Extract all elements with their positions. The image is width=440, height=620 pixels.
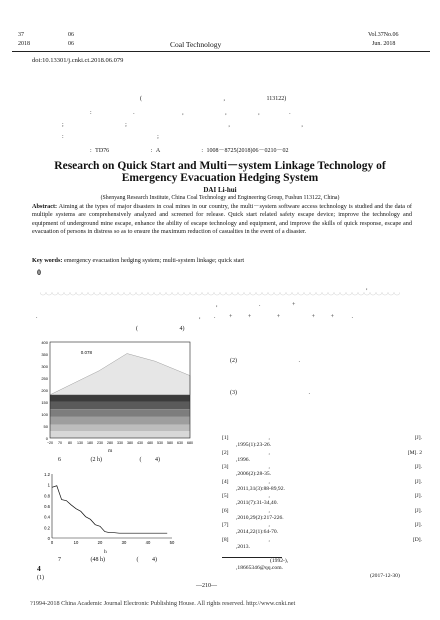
figure-6-ytick: 200 (41, 388, 48, 393)
reference-author-sep: , (268, 493, 270, 499)
title-line-2: Emergency Evacuation Hedging System (121, 172, 319, 184)
figure-6-layer (50, 402, 190, 410)
figure-7-ytick: 0.6 (44, 504, 50, 509)
header-vol-right: Vol.37No.06 (368, 32, 399, 38)
figure-6-xtick: 480 (147, 441, 153, 445)
reference-author-sep: , (268, 449, 270, 456)
header-year-left: 2018 (18, 41, 30, 47)
figure-7-caption: 7 (48 h) ( 4) (58, 557, 157, 563)
figure-6-ytick: 50 (43, 424, 48, 429)
figure-6-ytick: 300 (41, 364, 48, 369)
figure-6-ytick: 0 (45, 436, 48, 441)
reference-number: [6] (222, 507, 229, 514)
reference-item (222, 450, 422, 465)
figure-6-ytick: 100 (41, 412, 48, 417)
figure-7-xlabel: h (104, 549, 107, 555)
figure-6-ytick: 400 (41, 340, 48, 345)
reference-author-sep: , (268, 536, 270, 543)
figure-6-xtick: 130 (77, 441, 83, 445)
received-date: (2017-12-30) (370, 573, 400, 579)
reference-source: ,2011(7):31-34,40. (236, 500, 278, 507)
figure-7-xtick: 50 (169, 540, 175, 545)
reference-type: [M]. 2 (407, 449, 422, 456)
keywords-en: Key words: emergency evacuation hedging system; multi-system linkage; quick start (32, 257, 245, 264)
figure-6-chart (30, 338, 200, 448)
title-line-1: Research on Quick Start and Multi－system Linkage Technology of (54, 160, 386, 172)
header-rule (12, 51, 430, 52)
figure-7-axes (44, 472, 175, 545)
reference-author-sep: , (268, 507, 270, 514)
figure-6-xtick: 580 (167, 441, 173, 445)
journal-name: Coal Technology (170, 40, 222, 49)
abstract-cn-line1: : . , , , . (90, 110, 291, 116)
section-4-heading: 4 (37, 564, 41, 573)
keywords-cn: : ; (62, 134, 159, 140)
reference-number: [5] (222, 493, 229, 499)
header-issue-left: 06 (68, 32, 74, 38)
figure-6-xtick: −20 (46, 441, 54, 445)
reference-author-sep: , (268, 435, 270, 441)
reference-item (222, 522, 422, 537)
reference-source: ,2013. (236, 543, 250, 550)
figure-6-xtick: 630 (177, 441, 183, 445)
body-row-3: . , . + + + + + . (36, 314, 353, 320)
reference-source: ,1996. (236, 456, 250, 463)
reference-type: [J]. (414, 507, 422, 514)
figure-6-xtick: 530 (157, 441, 163, 445)
copyright-footer: ?1994-2018 China Academic Journal Electronic Publishing House. All rights reserved. http://www.cnki.net (30, 600, 296, 607)
author-name: DAI Li-hui (203, 186, 237, 194)
figure-6-terrain (50, 354, 190, 395)
reference-source: ,2011,31(3):88-89,92. (236, 485, 285, 492)
reference-source: ,2014,22(1):64-70. (236, 529, 279, 536)
figure-7-ytick: 0.4 (44, 514, 50, 520)
figure-6-xtick: 80 (68, 441, 72, 445)
right-item-3: (3) . (230, 390, 310, 396)
figure-7-chart (30, 470, 200, 550)
figure-7-series-line (52, 486, 167, 533)
reference-author-sep: , (268, 464, 270, 470)
figure-6-annotation: 0.078 (80, 350, 93, 355)
figure-6-xtick: 70 (58, 441, 62, 445)
figure-6-xtick: 330 (117, 441, 123, 445)
header-month-left: 06 (68, 41, 74, 47)
figure-6-xlabel: m (108, 448, 113, 454)
figure-7-ytick: 0 (47, 536, 50, 541)
section-4-item-1: (1) (37, 575, 44, 581)
reference-type: [J]. (414, 478, 422, 485)
reference-author-sep: , (268, 522, 270, 528)
reference-source: ,2010,29(2):217-226. (236, 514, 284, 521)
reference-number: [1] (222, 435, 229, 441)
doi: doi:10.13301/j.cnki.ct.2018.06.079 (32, 57, 124, 64)
reference-type: [D]. (412, 536, 422, 543)
reference-number: [8] (222, 536, 229, 543)
figure-7-ytick: 0.2 (44, 525, 50, 531)
document-code: A (155, 148, 160, 154)
separator (40, 292, 400, 298)
figure-7-xtick: 20 (97, 540, 103, 545)
reference-number: [4] (222, 478, 229, 485)
figure-6-xtick: 380 (127, 441, 133, 445)
references-list (222, 435, 422, 551)
abstract-en: Abstract: Aiming at the types of major disasters in coal mines in our country, the multi－system software access technology is studied and the data of multiple systems are comprehensively analyzed and screened for release. Quick start related safety escape device; improve the technology and equipment of underground mine escape, enhance the ability of escape technology and equipment, and improve the skills of quick response, escape and evacuation of persons in distress so as to ensure the maximum reduction of casualties in the event of a disaster. (32, 203, 412, 235)
figure-6-layer (50, 417, 190, 425)
reference-number: [2] (222, 449, 229, 456)
reference-item (222, 479, 422, 494)
article-number: 1008－8725(2018)06－0210－02 (206, 148, 289, 154)
abstract-cn-line2: ; ; , , (62, 122, 303, 128)
reference-source: ,2006(2):28-35. (236, 471, 272, 478)
affiliation-cn: ( , 113122) (140, 96, 287, 102)
section-0-heading: 0 (37, 268, 41, 277)
right-item-2: (2) . (230, 358, 300, 364)
figure-6-xtick: 430 (137, 441, 143, 445)
reference-author-sep: , (268, 478, 270, 485)
reference-type: [J]. (414, 435, 422, 441)
reference-item (222, 435, 422, 450)
figure-6-xtick: 230 (97, 441, 103, 445)
reference-item (222, 464, 422, 479)
figure-6-layer (50, 409, 190, 417)
figure-6-caption: 6 (2 h) ( 4) (58, 457, 160, 463)
reference-type: [J]. (414, 464, 422, 470)
figure-6-axes (41, 340, 193, 445)
figure-6-ytick: 350 (41, 352, 48, 357)
figure-6-ytick: 150 (41, 400, 48, 405)
figure-7-xtick: 0 (50, 540, 54, 545)
author-note: (1992-), ,18665346@qq.com. (236, 558, 289, 572)
reference-source: ,1995(1):23-26. (236, 442, 272, 449)
figure-7-xtick: 30 (121, 540, 127, 545)
reference-item (222, 508, 422, 523)
figure-7-xtick: 40 (145, 540, 151, 545)
figure-7-ytick: 0.8 (44, 493, 50, 499)
reference-number: [7] (222, 522, 229, 528)
figure-7-ytick: 1 (47, 482, 50, 488)
figure-6-xtick: 180 (87, 441, 93, 445)
reference-item (222, 493, 422, 508)
classification-line: : TD76 : A : 1008－8725(2018)06－0210－02 (90, 148, 289, 154)
reference-number: [3] (222, 464, 229, 470)
body-row-1: , (366, 285, 368, 291)
figure-7-ytick: 1.2 (44, 472, 50, 477)
affiliation-en: (Shenyang Research Institute, China Coal Technology and Engineering Group, Fushun 113122, China) (100, 195, 340, 201)
reference-item (222, 537, 422, 552)
body-row-2: , . + (216, 302, 296, 308)
reference-type: [J]. (414, 493, 422, 499)
body-row-4: ( 4) (136, 326, 185, 332)
figure-6-layer (50, 431, 190, 438)
clc-number: TD76 (95, 148, 110, 154)
reference-type: [J]. (414, 522, 422, 528)
figure-7-xtick: 10 (73, 540, 79, 545)
figure-6-xtick: 680 (187, 441, 193, 445)
figure-6-layer (50, 425, 190, 432)
figure-6-layer (50, 395, 190, 402)
page-number: —210— (196, 583, 217, 589)
header-vol-left: 37 (18, 32, 24, 38)
figure-6-ytick: 250 (41, 376, 48, 381)
header-date-right: Jun. 2018 (372, 41, 396, 47)
figure-6-xtick: 280 (107, 441, 113, 445)
